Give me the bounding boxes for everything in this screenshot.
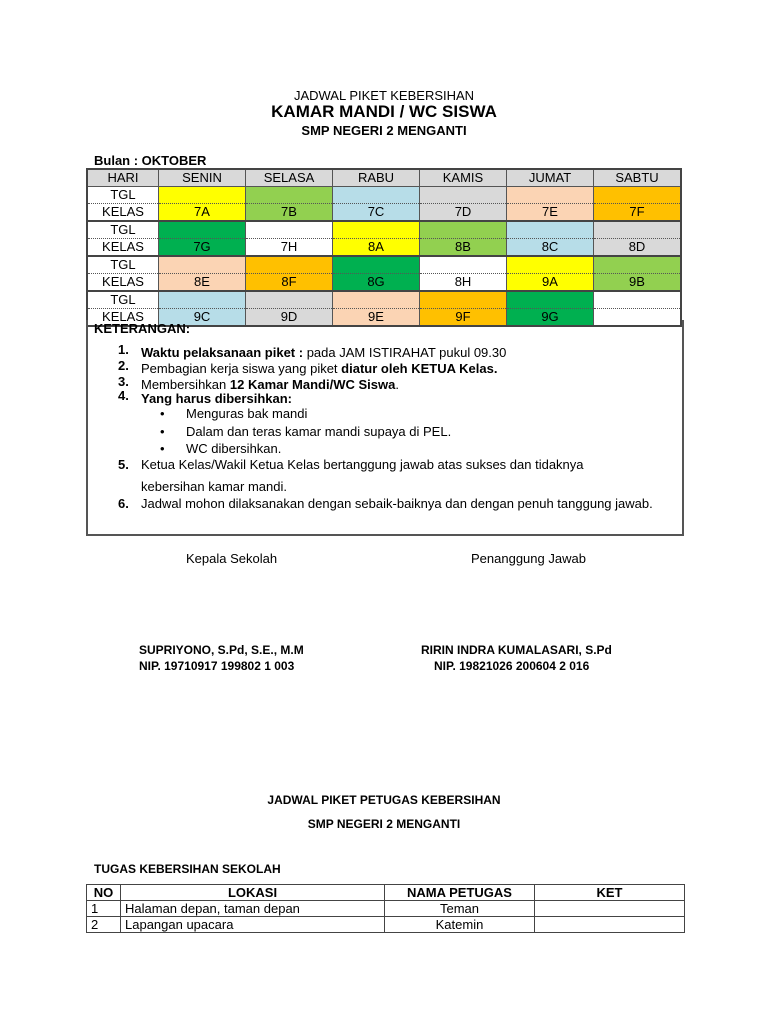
day-header: RABU bbox=[333, 169, 420, 187]
class-cell: 7D bbox=[420, 204, 507, 222]
date-cell bbox=[246, 187, 333, 204]
date-cell bbox=[594, 187, 682, 204]
class-cell: 9A bbox=[507, 274, 594, 292]
month-label: Bulan : OKTOBER bbox=[94, 153, 207, 168]
date-cell bbox=[594, 256, 682, 274]
date-cell bbox=[594, 221, 682, 239]
supervisor-title: Penanggung Jawab bbox=[471, 551, 586, 566]
class-cell: 8F bbox=[246, 274, 333, 292]
section-heading: TUGAS KEBERSIHAN SEKOLAH bbox=[94, 862, 281, 876]
class-cell: 8E bbox=[159, 274, 246, 292]
duty-no: 1 bbox=[87, 901, 121, 917]
duty-column-header: NAMA PETUGAS bbox=[385, 885, 535, 901]
date-cell bbox=[246, 221, 333, 239]
date-cell bbox=[420, 187, 507, 204]
date-cell bbox=[420, 256, 507, 274]
principal-nip: NIP. 19710917 199802 1 003 bbox=[139, 659, 295, 673]
schedule-class-row bbox=[87, 274, 681, 292]
class-cell: 7F bbox=[594, 204, 682, 222]
duty-row bbox=[87, 901, 685, 917]
schedule-class-row bbox=[87, 239, 681, 257]
second-title: JADWAL PIKET PETUGAS KEBERSIHAN bbox=[267, 793, 501, 807]
schedule-header-row bbox=[87, 169, 681, 187]
label-tgl: TGL bbox=[87, 256, 159, 274]
date-cell bbox=[246, 291, 333, 309]
label-tgl: TGL bbox=[87, 187, 159, 204]
date-cell bbox=[159, 187, 246, 204]
duty-no: 2 bbox=[87, 917, 121, 933]
duty-staff: Katemin bbox=[385, 917, 535, 933]
notes-box: KETERANGAN: 1. Waktu pelaksanaan piket : pada JAM ISTIRAHAT pukul 09.30 2. Pembagian kerja siswa yang piket diatur oleh KETUA Kelas. 3. Membersihkan 12 Kamar Mandi/WC Siswa. 4. Yang harus dibersihkan: • Menguras bak mandi • Dalam dan teras kamar mandi supaya di PEL. • WC dibersihkan. 5. Ketua Kelas/Wakil Ketua Kelas bertanggung jawab atas sukses dan tidaknya kebersihan kamar mandi. 6. Jadwal mohon dilaksanakan dengan sebaik-baiknya dan dengan penuh tanggung jawab. bbox=[86, 320, 684, 536]
label-kelas: KELAS bbox=[87, 274, 159, 292]
note-bullet: • WC dibersihkan. bbox=[186, 441, 281, 456]
date-cell bbox=[420, 291, 507, 309]
date-cell bbox=[507, 291, 594, 309]
class-cell: 7A bbox=[159, 204, 246, 222]
class-cell: 9F bbox=[420, 309, 507, 327]
supervisor-nip: NIP. 19821026 200604 2 016 bbox=[434, 659, 590, 673]
doc-title-line1: JADWAL PIKET KEBERSIHAN bbox=[293, 88, 475, 103]
schedule-class-row bbox=[87, 204, 681, 222]
class-cell: 8H bbox=[420, 274, 507, 292]
class-cell: 7E bbox=[507, 204, 594, 222]
day-header: SELASA bbox=[246, 169, 333, 187]
duty-row bbox=[87, 917, 685, 933]
class-cell: 8B bbox=[420, 239, 507, 257]
schedule-date-row bbox=[87, 221, 681, 239]
class-cell: 8D bbox=[594, 239, 682, 257]
label-kelas: KELAS bbox=[87, 204, 159, 222]
principal-name: SUPRIYONO, S.Pd, S.E., M.M bbox=[139, 643, 304, 657]
day-header: SENIN bbox=[159, 169, 246, 187]
duty-table bbox=[86, 884, 685, 933]
class-cell: 9C bbox=[159, 309, 246, 327]
class-cell: 9D bbox=[246, 309, 333, 327]
label-kelas: KELAS bbox=[87, 239, 159, 257]
class-cell: 9B bbox=[594, 274, 682, 292]
label-tgl: TGL bbox=[87, 221, 159, 239]
date-cell bbox=[333, 256, 420, 274]
class-cell: 7B bbox=[246, 204, 333, 222]
schedule-date-row bbox=[87, 256, 681, 274]
doc-school-name: SMP NEGERI 2 MENGANTI bbox=[301, 123, 467, 138]
header-hari: HARI bbox=[87, 169, 159, 187]
note-bullet: • Dalam dan teras kamar mandi supaya di PEL. bbox=[186, 424, 451, 439]
date-cell bbox=[507, 187, 594, 204]
date-cell bbox=[246, 256, 333, 274]
duty-location: Lapangan upacara bbox=[121, 917, 385, 933]
cleaning-schedule-table bbox=[86, 168, 682, 327]
duty-column-header: NO bbox=[87, 885, 121, 901]
duty-header-row bbox=[87, 885, 685, 901]
class-cell: 7C bbox=[333, 204, 420, 222]
date-cell bbox=[507, 221, 594, 239]
date-cell bbox=[333, 221, 420, 239]
class-cell: 8C bbox=[507, 239, 594, 257]
date-cell bbox=[420, 221, 507, 239]
day-header: KAMIS bbox=[420, 169, 507, 187]
date-cell bbox=[159, 221, 246, 239]
doc-title-main: KAMAR MANDI / WC SISWA bbox=[271, 102, 497, 121]
day-header: JUMAT bbox=[507, 169, 594, 187]
duty-ket bbox=[535, 917, 685, 933]
date-cell bbox=[333, 187, 420, 204]
date-cell bbox=[333, 291, 420, 309]
class-cell: 9E bbox=[333, 309, 420, 327]
duty-location: Halaman depan, taman depan bbox=[121, 901, 385, 917]
class-cell: 9G bbox=[507, 309, 594, 327]
class-cell: 7H bbox=[246, 239, 333, 257]
date-cell bbox=[594, 291, 682, 309]
schedule-date-row bbox=[87, 187, 681, 204]
date-cell bbox=[159, 291, 246, 309]
duty-ket bbox=[535, 901, 685, 917]
label-kelas: KELAS bbox=[87, 309, 159, 327]
notes-heading: KETERANGAN: bbox=[94, 321, 191, 336]
duty-column-header: KET bbox=[535, 885, 685, 901]
class-cell: 7G bbox=[159, 239, 246, 257]
schedule-date-row bbox=[87, 291, 681, 309]
date-cell bbox=[507, 256, 594, 274]
day-header: SABTU bbox=[594, 169, 682, 187]
duty-column-header: LOKASI bbox=[121, 885, 385, 901]
note-bullet: • Menguras bak mandi bbox=[186, 406, 307, 421]
label-tgl: TGL bbox=[87, 291, 159, 309]
date-cell bbox=[159, 256, 246, 274]
class-cell: 8A bbox=[333, 239, 420, 257]
duty-staff: Teman bbox=[385, 901, 535, 917]
principal-title: Kepala Sekolah bbox=[186, 551, 278, 566]
class-cell: 8G bbox=[333, 274, 420, 292]
supervisor-name: RIRIN INDRA KUMALASARI, S.Pd bbox=[421, 643, 612, 657]
second-school-name: SMP NEGERI 2 MENGANTI bbox=[307, 817, 461, 831]
